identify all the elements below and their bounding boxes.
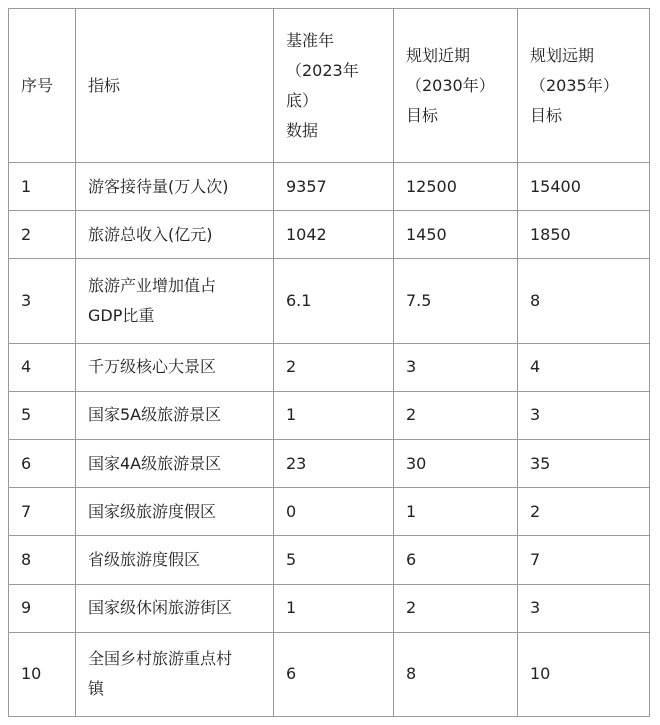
table-row [9,439,650,487]
table-row [9,632,650,716]
cell-near: 2 [394,391,518,439]
cell-near: 2 [394,584,518,632]
cell-seq: 2 [9,211,76,259]
cell-seq: 1 [9,163,76,211]
header-far-line: 目标 [530,105,563,125]
header-long-term [518,9,650,163]
cell-indicator: 旅游总收入(亿元) [76,211,274,259]
cell-far: 15400 [518,163,650,211]
cell-far: 4 [518,343,650,391]
header-base-line: 数据 [286,120,319,140]
cell-near: 12500 [394,163,518,211]
cell-seq: 10 [9,632,76,716]
header-far-line: 规划远期 [530,45,595,65]
cell-base: 1 [274,391,394,439]
cell-indicator [76,259,274,343]
tourism-targets-table [8,8,650,717]
cell-far: 7 [518,536,650,584]
cell-seq: 6 [9,439,76,487]
header-row [9,9,650,163]
table-row [9,584,650,632]
cell-indicator: 千万级核心大景区 [76,343,274,391]
header-near-line: 目标 [406,105,439,125]
cell-indicator-line: 全国乡村旅游重点村 [88,649,233,669]
cell-far: 2 [518,488,650,536]
table-row [9,488,650,536]
cell-base: 9357 [274,163,394,211]
cell-base: 2 [274,343,394,391]
cell-indicator-line: 旅游产业增加值占 [88,275,217,295]
cell-seq: 5 [9,391,76,439]
cell-seq: 3 [9,259,76,343]
cell-far: 10 [518,632,650,716]
cell-base: 1042 [274,211,394,259]
header-base-line: 基准年 [286,30,335,50]
cell-indicator-line: GDP比重 [88,305,155,325]
table-row [9,211,650,259]
cell-near: 1450 [394,211,518,259]
cell-near: 7.5 [394,259,518,343]
cell-far: 1850 [518,211,650,259]
cell-seq: 9 [9,584,76,632]
cell-seq: 7 [9,488,76,536]
header-base-line: （2023年 [286,60,359,80]
cell-far: 3 [518,584,650,632]
header-far-line: （2035年） [530,75,619,95]
cell-far: 3 [518,391,650,439]
header-near-line: （2030年） [406,75,495,95]
header-base-year [274,9,394,163]
table-row [9,259,650,343]
cell-near: 1 [394,488,518,536]
table-row [9,536,650,584]
cell-far: 8 [518,259,650,343]
cell-near: 30 [394,439,518,487]
cell-indicator: 国家级旅游度假区 [76,488,274,536]
header-near-line: 规划近期 [406,45,471,65]
cell-seq: 4 [9,343,76,391]
cell-base: 1 [274,584,394,632]
cell-near: 6 [394,536,518,584]
table-row [9,163,650,211]
cell-near: 3 [394,343,518,391]
cell-indicator: 国家5A级旅游景区 [76,391,274,439]
cell-far: 35 [518,439,650,487]
cell-near: 8 [394,632,518,716]
cell-indicator: 省级旅游度假区 [76,536,274,584]
table-row [9,391,650,439]
table-row [9,343,650,391]
cell-seq: 8 [9,536,76,584]
cell-base: 6 [274,632,394,716]
tourism-targets-table-container [8,8,649,717]
cell-indicator [76,632,274,716]
cell-base: 23 [274,439,394,487]
cell-indicator: 游客接待量(万人次) [76,163,274,211]
header-indicator: 指标 [76,9,274,163]
cell-indicator: 国家级休闲旅游街区 [76,584,274,632]
header-near-term [394,9,518,163]
cell-indicator-line: 镇 [88,679,105,699]
header-base-line: 底） [286,90,319,110]
cell-indicator: 国家4A级旅游景区 [76,439,274,487]
cell-base: 5 [274,536,394,584]
cell-base: 0 [274,488,394,536]
cell-base: 6.1 [274,259,394,343]
header-seq: 序号 [9,9,76,163]
